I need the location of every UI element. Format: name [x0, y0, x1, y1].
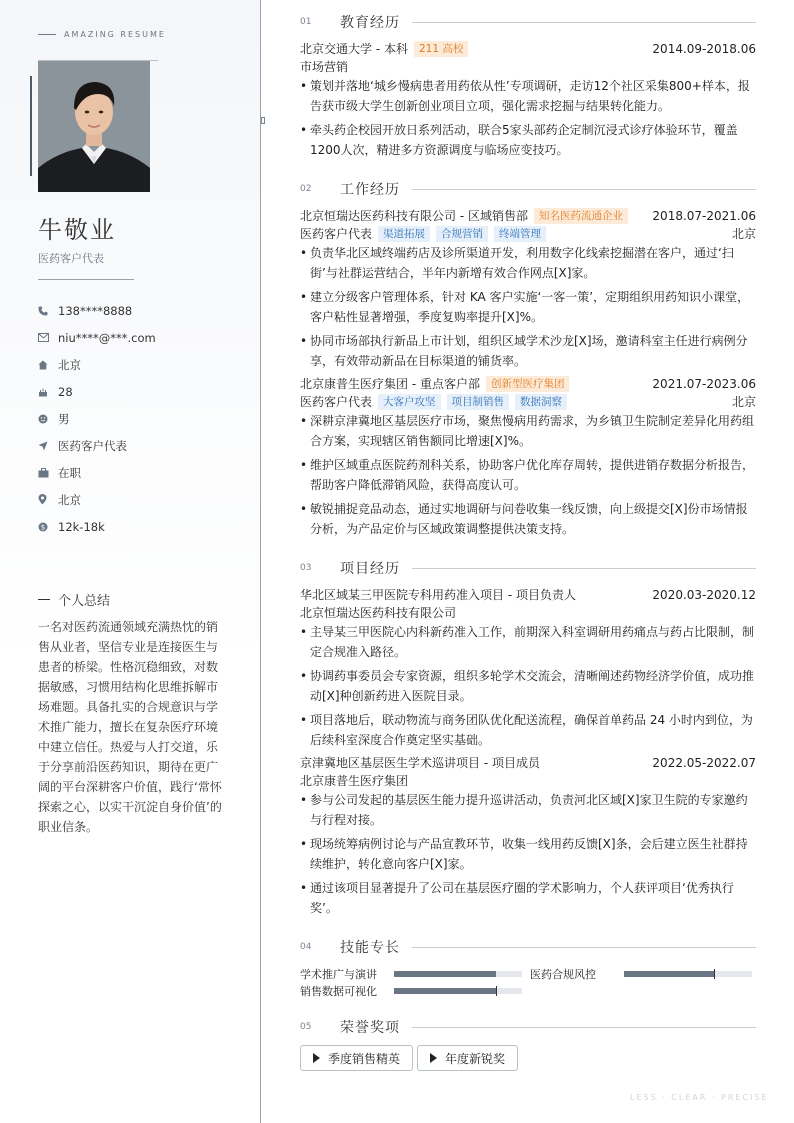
education-date: 2014.09-2018.06 — [652, 41, 756, 56]
info-text: niu****@***.com — [58, 330, 156, 345]
info-phone — [38, 297, 156, 324]
project-bullet: • 项目落地后，联动物流与商务团队优化配送流程，确保首单药品 24 小时内到位，为后续科室深度合作奠定坚实基础。 — [300, 710, 756, 750]
work-position: 医药客户代表 — [300, 395, 373, 409]
award-label: 季度销售精英 — [328, 1051, 401, 1066]
award-badge — [300, 1045, 413, 1071]
info-location — [38, 486, 156, 513]
name-divider — [38, 279, 134, 280]
section-rule — [412, 189, 756, 190]
skill-tag: 终端管理 — [494, 226, 546, 242]
cake-icon — [38, 387, 58, 397]
section-title: 荣誉奖项 — [340, 1020, 400, 1036]
send-icon — [38, 441, 58, 451]
project-name: 京津冀地区基层医生学术巡讲项目 - 项目成员 — [300, 756, 540, 770]
info-text: 12k-18k — [58, 519, 105, 534]
work-position: 医药客户代表 — [300, 227, 373, 241]
work-company: 北京恒瑞达医药科技有限公司 - 区域销售部 — [300, 209, 528, 223]
mail-icon — [38, 333, 58, 342]
contact-info — [38, 297, 156, 540]
info-email — [38, 324, 156, 351]
skill-level-fill — [394, 971, 496, 977]
skill-level-marker — [496, 986, 497, 996]
skill-level-fill — [624, 971, 714, 977]
section-title: 教育经历 — [340, 15, 400, 31]
section-title: 技能专长 — [340, 940, 400, 956]
work-header — [300, 207, 756, 224]
skill-item — [300, 983, 522, 999]
skill-name: 学术推广与演讲 — [300, 968, 377, 981]
info-text: 医药客户代表 — [58, 438, 127, 453]
work-date: 2018.07-2021.06 — [652, 208, 756, 223]
work-bullet: • 协同市场部执行新品上市计划，组织区域学术沙龙[X]场，邀请科室主任进行病例分享，有效带动新品在目标渠道的铺货率。 — [300, 331, 756, 371]
project-bullet: • 主导某三甲医院心内科新药准入工作，前期深入科室调研用药痛点与药占比限制，制定合规准入路径。 — [300, 622, 756, 662]
work-bullet: • 建立分级客户管理体系，针对 KA 客户实施‘一客一策’，定期组织用药知识小课堂，客户粘性显著增强，季度复购率提升[X]%。 — [300, 287, 756, 327]
award-badge — [417, 1045, 518, 1071]
section-header-skills — [300, 937, 756, 957]
salary-icon — [38, 522, 58, 532]
briefcase-icon — [38, 468, 58, 478]
section-number: 01 — [300, 17, 312, 27]
skill-tag: 大客户攻坚 — [378, 394, 441, 410]
info-text: 138****8888 — [58, 303, 133, 318]
section-header-project — [300, 558, 756, 578]
work-company-tag: 创新型医疗集团 — [486, 376, 570, 392]
work-position-row — [300, 225, 756, 242]
footer-watermark: LESS · CLEAR · PRECISE — [630, 1093, 769, 1102]
skill-level-marker — [714, 969, 715, 979]
work-bullet: • 维护区域重点医院药剂科关系，协助客户优化库存周转，提供进销存数据分析报告，帮助客户降低滞销风险，获得高度认可。 — [300, 455, 756, 495]
summary-dash — [38, 599, 50, 600]
project-date: 2020.03-2020.12 — [652, 587, 756, 602]
work-company: 北京康普生医疗集团 - 重点客户部 — [300, 377, 480, 391]
location-icon — [38, 494, 58, 505]
project-org-row — [300, 604, 756, 621]
work-company-tag: 知名医药流通企业 — [534, 208, 628, 224]
skill-level-bar — [394, 988, 522, 994]
section-number: 02 — [300, 184, 312, 194]
section-rule — [412, 22, 756, 23]
project-bullet: • 参与公司发起的基层医生能力提升巡讲活动，负责河北区域[X]家卫生院的专家邀约与行程对接。 — [300, 790, 756, 830]
section-rule — [412, 568, 756, 569]
skill-name: 销售数据可视化 — [300, 985, 377, 998]
education-major-row — [300, 58, 756, 75]
education-bullet: • 策划并落地‘城乡慢病患者用药依从性’专项调研，走访12个社区采集800+样本，报告获市级大学生创新创业项目立项，强化需求挖掘与结果转化能力。 — [300, 76, 756, 116]
info-status — [38, 459, 156, 486]
project-org-row — [300, 772, 756, 789]
play-triangle-icon — [430, 1053, 437, 1063]
education-bullet: • 牵头药企校园开放日系列活动，联合5家头部药企定制沉浸式诊疗体验环节，覆盖1200人次，精进多方资源调度与临场应变技巧。 — [300, 120, 756, 160]
info-salary — [38, 513, 156, 540]
section-rule — [412, 947, 756, 948]
info-text: 在职 — [58, 465, 81, 480]
summary-title: 个人总结 — [58, 594, 111, 609]
work-city: 北京 — [731, 227, 756, 241]
info-home — [38, 351, 156, 378]
info-text: 28 — [58, 384, 73, 399]
photo-frame — [38, 60, 150, 192]
info-text: 北京 — [58, 492, 81, 507]
project-org: 北京康普生医疗集团 — [300, 774, 409, 788]
skill-tag: 项目制销售 — [447, 394, 510, 410]
project-bullet: • 协调药事委员会专家资源，组织多轮学术交流会，清晰阐述药物经济学价值，成功推动[X]种创新药进入医院目录。 — [300, 666, 756, 706]
work-city: 北京 — [731, 395, 756, 409]
skill-level-bar — [394, 971, 522, 977]
project-org: 北京恒瑞达医药科技有限公司 — [300, 606, 457, 620]
work-bullet: • 深耕京津冀地区基层医疗市场，聚焦慢病用药需求，为乡镇卫生院制定差异化用药组合方案，实现辖区销售额同比增速[X]%。 — [300, 411, 756, 451]
info-gender — [38, 405, 156, 432]
section-title: 项目经历 — [340, 561, 400, 577]
info-text: 男 — [58, 411, 70, 426]
info-age — [38, 378, 156, 405]
project-bullet: • 现场统筹病例讨论与产品宣教环节，收集一线用药反馈[X]条，会后建立医生社群持续维护，转化意向客户[X]家。 — [300, 834, 756, 874]
brand — [38, 30, 166, 39]
education-major: 市场营销 — [300, 60, 349, 74]
skill-name: 医药合规风控 — [530, 968, 596, 981]
skill-tag: 渠道拓展 — [378, 226, 430, 242]
section-number: 05 — [300, 1022, 312, 1032]
section-number: 04 — [300, 942, 312, 952]
skill-level-bar — [624, 971, 752, 977]
work-header — [300, 375, 756, 392]
skill-level-fill — [394, 988, 496, 994]
phone-icon — [38, 306, 58, 316]
project-header — [300, 754, 756, 771]
skill-tag: 合规营销 — [436, 226, 488, 242]
svg-text:$: $ — [40, 523, 46, 531]
section-title: 工作经历 — [340, 182, 400, 198]
portrait-illustration — [38, 60, 150, 192]
candidate-role: 医药客户代表 — [38, 252, 104, 265]
candidate-name: 牛敬业 — [38, 216, 116, 244]
summary-text: 一名对医药流通领域充满热忱的销售从业者，坚信专业是连接医生与患者的桥梁。性格沉稳细致，对数据敏感，习惯用结构化思维拆解市场难题。具备扎实的合规意识与学术推广能力，擅长在复杂医疗环境中建立信任。热爱与人打交道，乐于分享前沿医药知识，期待在更广阔的平台深耕客户价值，践行‘常怀探索之心，以实干沉淀自身价值’的职业信条。 — [38, 620, 222, 834]
project-name: 华北区域某三甲医院专科用药准入项目 - 项目负责人 — [300, 588, 576, 602]
project-date: 2022.05-2022.07 — [652, 755, 756, 770]
skill-item — [300, 966, 522, 982]
work-date: 2021.07-2023.06 — [652, 376, 756, 391]
work-position-row — [300, 393, 756, 410]
brand-text: AMAZING RESUME — [64, 30, 166, 39]
project-bullet: • 通过该项目显著提升了公司在基层医疗圈的学术影响力，个人获评项目‘优秀执行奖’。 — [300, 878, 756, 918]
info-text: 北京 — [58, 357, 81, 372]
work-bullet: • 负责华北区域终端药店及诊所渠道开发，利用数字化线索挖掘潜在客户，通过‘扫街’与社群运营结合，半年内新增有效合作网点[X]家。 — [300, 243, 756, 283]
section-rule — [412, 1027, 756, 1028]
photo-top-line — [38, 60, 158, 61]
section-number: 03 — [300, 563, 312, 573]
home-icon — [38, 360, 58, 370]
section-header-work — [300, 179, 756, 199]
sidebar — [0, 0, 261, 1123]
education-school: 北京交通大学 - 本科 — [300, 42, 408, 56]
section-header-education — [300, 12, 756, 32]
smile-icon — [38, 414, 58, 424]
sidebar-tick-marker — [261, 117, 265, 124]
section-header-awards — [300, 1017, 756, 1037]
education-header — [300, 40, 756, 57]
photo-accent-line — [30, 76, 32, 176]
award-label: 年度新锐奖 — [445, 1051, 506, 1066]
skill-tag: 数据洞察 — [515, 394, 567, 410]
summary-heading — [38, 590, 110, 609]
play-triangle-icon — [313, 1053, 320, 1063]
education-tag: 211 高校 — [414, 41, 468, 57]
info-target-role — [38, 432, 156, 459]
work-bullet: • 敏锐捕捉竞品动态，通过实地调研与问卷收集一线反馈，向上级提交[X]份市场情报分析，为产品定价与区域政策调整提供决策支持。 — [300, 499, 756, 539]
avatar-photo — [38, 60, 150, 192]
skill-item — [530, 966, 752, 982]
project-header — [300, 586, 756, 603]
brand-rule — [38, 34, 56, 35]
